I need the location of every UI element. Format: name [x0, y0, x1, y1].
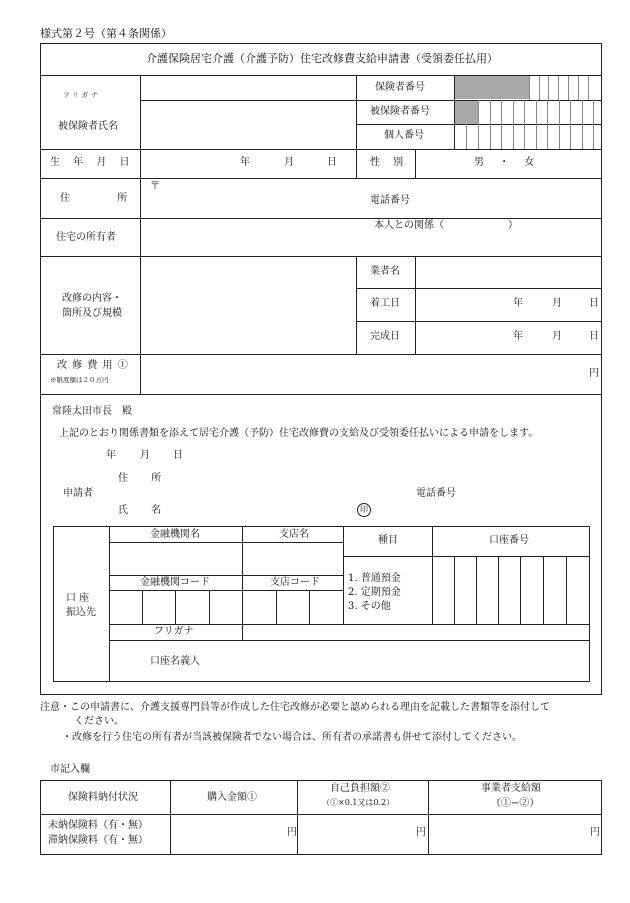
insured-name-label: 被保険者氏名 — [58, 121, 118, 132]
cost-limit-note: ※限度額は２０万円 — [50, 376, 109, 384]
completion-day-unit: 日 — [589, 331, 599, 342]
insurer-number-label: 保険者番号 — [375, 82, 425, 93]
completion-month-unit: 月 — [552, 331, 562, 342]
form-number: 様式第２号（第４条関係） — [40, 27, 172, 40]
relation-close: ） — [508, 220, 518, 231]
renovation-content-label: 改修の内容・ — [62, 293, 122, 304]
renovation-scope-label: 箇所及び規模 — [62, 308, 122, 319]
phone-label: 電話番号 — [370, 195, 410, 206]
completion-year-unit: 年 — [513, 331, 523, 342]
applicant-address-label: 住 所 — [118, 473, 172, 484]
bank-account-table — [53, 526, 590, 682]
applicant-label: 申請者 — [63, 488, 93, 499]
relation-label: 本人との関係（ — [374, 220, 444, 231]
renovation-cost-label: 改 修 費 用 ① — [57, 360, 129, 371]
unpaid-premium: 未納保険料（有・無） — [48, 820, 148, 831]
account-type-header: 種目 — [378, 535, 398, 546]
furigana-label: フリガナ — [63, 91, 101, 99]
seal-circle — [357, 503, 371, 517]
form-title: 介護保険居宅介護（介護予防）住宅改修費支給申請書（受領委任払用） — [146, 52, 498, 65]
postal-mark: 〒 — [150, 181, 160, 192]
insured-number-label: 被保険者番号 — [370, 106, 430, 117]
holder-furigana-label: フリガナ — [154, 626, 194, 637]
account-type-option-1: 1. 普通預金 — [348, 573, 401, 584]
note-line-3: ・改修を行う住宅の所有者が当該被保険者でない場合は、所有者の承諾書も併せて添付してください。 — [62, 732, 522, 743]
start-year-unit: 年 — [513, 298, 523, 309]
provider-payment-header: 事業者支給額 — [481, 783, 541, 794]
birth-day-unit: 日 — [327, 157, 337, 168]
provider-yen-unit: 円 — [590, 827, 600, 838]
account-holder-label: 口座名義人 — [150, 656, 200, 667]
account-type-option-3: 3. その他 — [348, 601, 391, 612]
self-pay-yen-unit: 円 — [416, 827, 426, 838]
arrears-premium: 滞納保険料（有・無） — [48, 835, 148, 846]
bank-side-label-1: 口 座 — [66, 593, 90, 604]
sex-options: 男 ・ 女 — [474, 157, 541, 168]
contractor-label: 業者名 — [370, 266, 400, 277]
address-label: 住 所 — [60, 193, 150, 204]
completion-date-label: 完成日 — [370, 331, 400, 342]
addressee: 常陸太田市長 殿 — [52, 406, 132, 417]
declaration-statement: 上記のとおり関係書類を添えて居宅介護（予防）住宅改修費の支給及び受領委任払いによる申請をします。 — [59, 428, 539, 439]
birth-month-unit: 月 — [284, 157, 294, 168]
self-pay-formula: （①×0.1又は0.2） — [322, 798, 395, 807]
start-day-unit: 日 — [589, 298, 599, 309]
applicant-name-label: 氏 名 — [118, 505, 172, 516]
account-number-header: 口座番号 — [489, 535, 529, 546]
branch-code-header: 支店コード — [270, 577, 320, 588]
bank-side-label-2: 振込先 — [66, 607, 96, 618]
purchase-amount-header: 購入金額① — [207, 792, 257, 803]
premium-status-header: 保険料納付状況 — [68, 792, 138, 803]
city-section-label: 市記入欄 — [50, 764, 90, 775]
start-month-unit: 月 — [552, 298, 562, 309]
personal-number-label: 個人番号 — [384, 130, 424, 141]
birth-date-label: 生 年 月 日 — [50, 157, 135, 168]
account-type-option-2: 2. 定期預金 — [348, 587, 401, 598]
provider-payment-formula: （①−②） — [491, 798, 540, 809]
bank-name-header: 金融機関名 — [150, 529, 200, 540]
purchase-yen-unit: 円 — [287, 827, 297, 838]
owner-label: 住宅の所有者 — [56, 232, 116, 243]
cost-yen-unit: 円 — [589, 368, 599, 379]
branch-name-header: 支店名 — [279, 529, 309, 540]
declaration-day-unit: 日 — [173, 450, 183, 461]
declaration-month-unit: 月 — [140, 450, 150, 461]
start-date-label: 着工日 — [370, 298, 400, 309]
applicant-phone-label: 電話番号 — [416, 488, 456, 499]
note-line-2: ください。 — [74, 716, 124, 727]
seal-mark: 印 — [360, 505, 368, 514]
birth-year-unit: 年 — [240, 157, 250, 168]
sex-label: 性 別 — [370, 157, 409, 168]
declaration-year-unit: 年 — [106, 450, 116, 461]
note-line-1: 注意・この申請書に、介護支援専門員等が作成した住宅改修が必要と認められる理由を記載した書類等を添付して — [40, 702, 550, 713]
self-pay-header: 自己負担額② — [330, 783, 390, 794]
bank-code-header: 金融機関コード — [140, 577, 210, 588]
